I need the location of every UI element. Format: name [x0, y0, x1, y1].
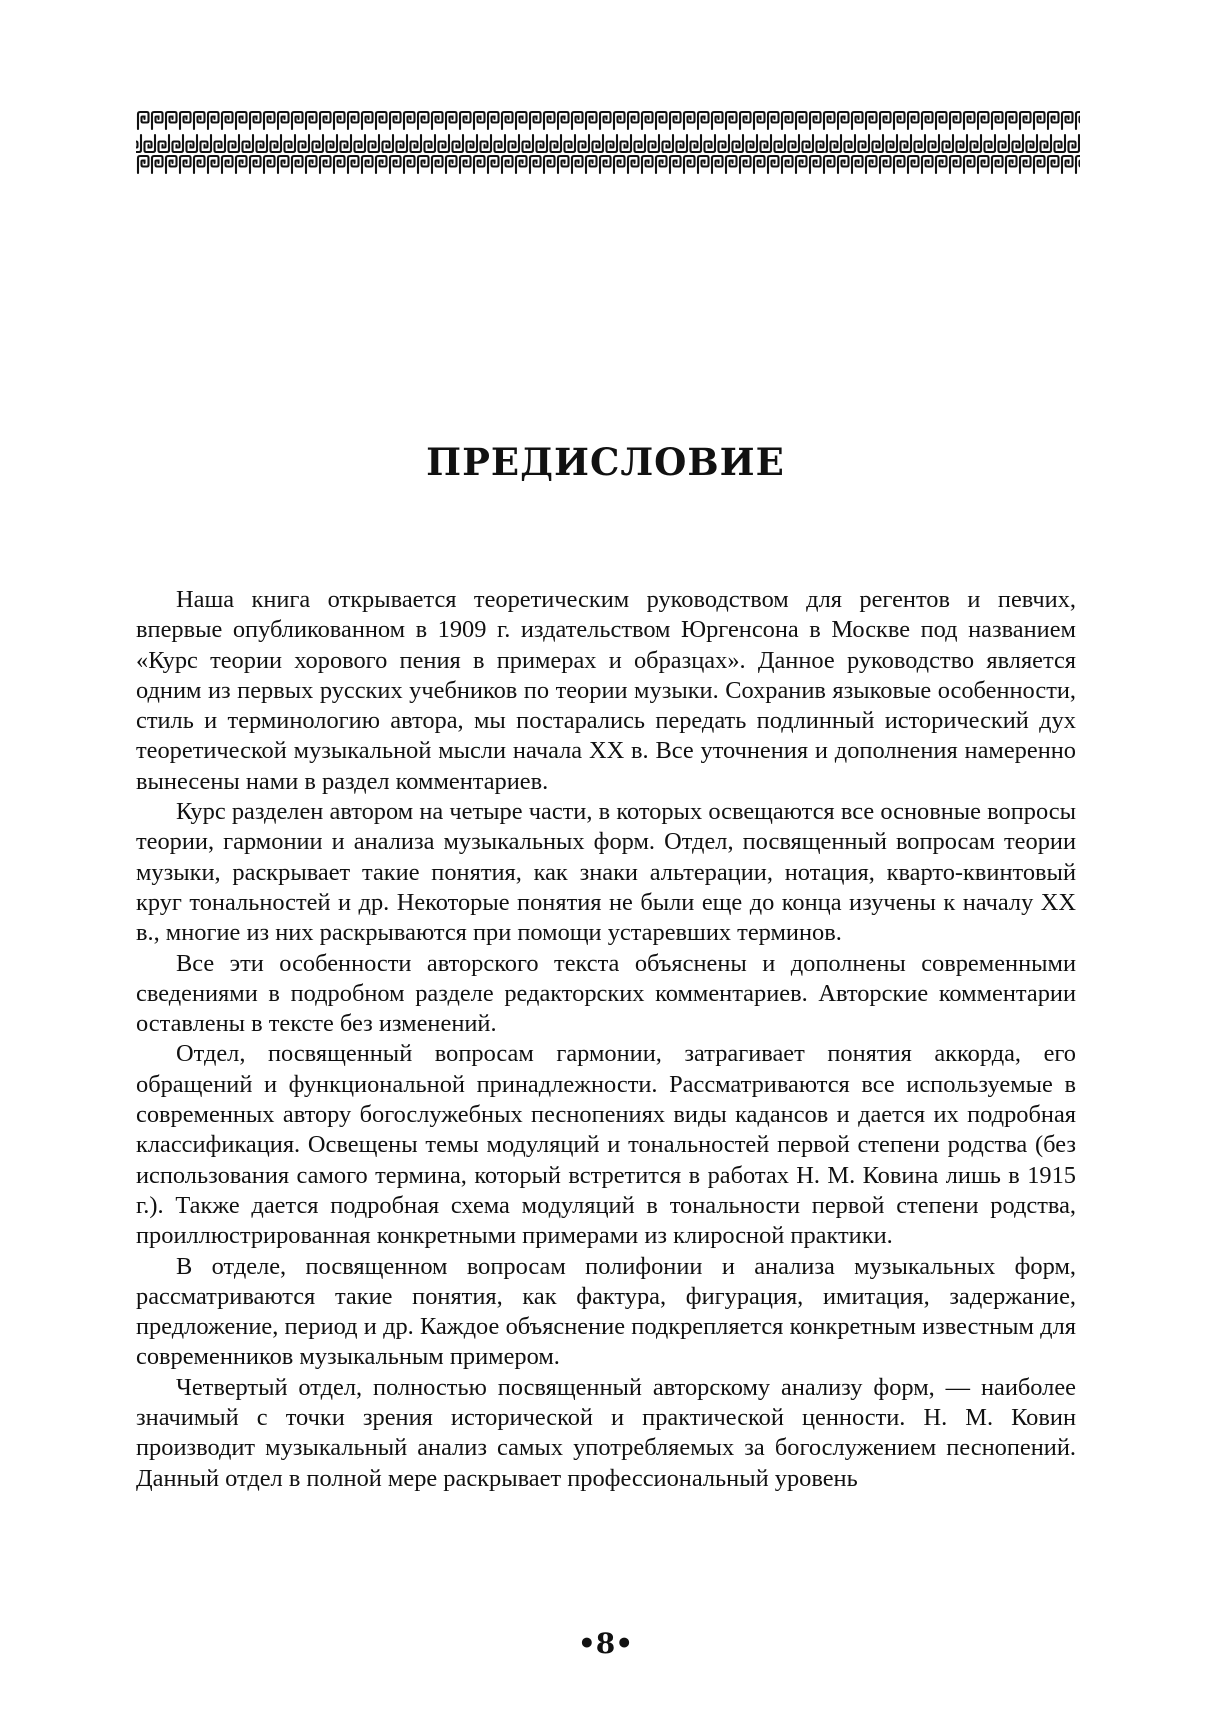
- paragraph: Отдел, посвященный вопросам гармонии, затрагивает понятия аккорда, его обращений и функциональной принадлежности. Рассматриваются все используемые в современных автору богослужебных песнопениях виды кадансов и дается их подробная классификация. Освещены темы модуляций и тональностей первой степени родства (без использования самого термина, который встретится в работах Н. М. Ковина лишь в 1915 г.). Также дается подробная схема модуляций в тональности первой степени родства, проиллюстрированная конкретными примерами из клиросной практики.: [136, 1040, 1076, 1250]
- paragraph: Наша книга открывается теоретическим руководством для регентов и певчих, впервые опубликованном в 1909 г. издательством Юргенсона в Москве под названием «Курс теории хорового пения в примерах и образцах». Данное руководство является одним из первых русских учебников по теории музыки. Сохранив языковые особенности, стиль и терминологию автора, мы постарались передать подлинный исторический дух теоретической музыкальной мысли начала XX в. Все уточнения и дополнения намеренно вынесены нами в раздел комментариев.: [136, 586, 1076, 795]
- paragraph: Курс разделен автором на четыре части, в которых освещаются все основные вопросы теории, гармонии и анализа музыкальных форм. Отдел, посвященный вопросам теории музыки, раскрывает такие понятия, как знаки альтерации, нотация, кварто-квинтовый круг тональностей и др. Некоторые понятия не были еще до конца изучены к началу XX в., многие из них раскрываются при помощи устаревших терминов.: [136, 798, 1076, 947]
- paragraph: В отделе, посвященном вопросам полифонии и анализа музыкальных форм, рассматриваются такие понятия, как фактура, фигурация, имитация, задержание, предложение, период и др. Каждое объяснение подкрепляется конкретным известным для современников музыкальным примером.: [136, 1252, 1076, 1371]
- paragraph: Четвертый отдел, полностью посвященный авторскому анализу форм, — наиболее значимый с точки зрения исторической и практической ценности. Н. М. Ковин производит музыкальный анализ самых употребляемых за богослужением песнопений. Данный отдел в полной мере раскрывает профессиональный уровень: [136, 1373, 1076, 1492]
- paragraph: Все эти особенности авторского текста объяснены и дополнены современными сведениями в подробном разделе редакторских комментариев. Авторские комментарии оставлены в тексте без изменений.: [136, 949, 1076, 1038]
- meander-scroll-border-icon: [136, 110, 1080, 176]
- chapter-title: ПРЕДИСЛОВИЕ: [426, 440, 785, 484]
- page-number: •8•: [577, 1627, 634, 1660]
- body-text: [136, 585, 1076, 1494]
